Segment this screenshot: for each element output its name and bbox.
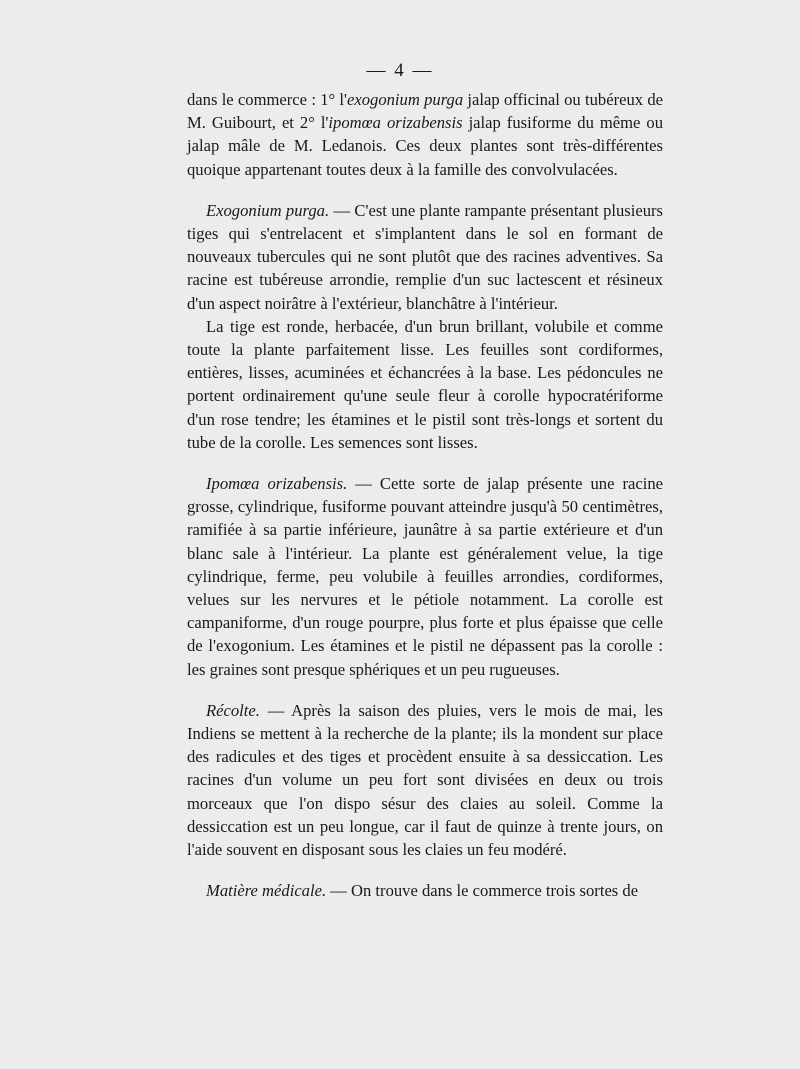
paragraph-ipomoea-orizabensis xyxy=(187,472,663,681)
text-run: — C'est une plante rampante présentant plusieurs tiges qui s'entrelacent et s'implantent dans le sol en formant de nouveaux tubercules qui ne sont plutôt que des racines adventives. Sa racine est tubéreuse arrondie, remplie d'un suc lactescent et résineux d'un aspect noirâtre à l'extérieur, blanchâtre à l'intérieur. xyxy=(187,200,663,313)
paragraph-tige xyxy=(187,315,663,454)
species-name-ipomoea: ipomœa orizabensis xyxy=(328,113,463,133)
page-number: — 4 — xyxy=(366,60,434,81)
text-run: — On trouve dans le commerce trois sortes de xyxy=(326,881,639,901)
text-run: La tige est ronde, herbacée, d'un brun brillant, volubile et comme toute la plante parfaitement lisse. Les feuilles sont cordiformes, entières, lisses, acuminées et échancrées à la base. Les pédoncules ne portent ordinairement qu'une seule fleur à corolle hypocratériforme d'un rose tendre; les étamines et le pistil sont très-longs et sortent du tube de la corolle. Les semences sont lisses. xyxy=(187,316,663,452)
section-heading-ipomoea-orizabensis: Ipomœa orizabensis. xyxy=(206,474,348,494)
section-heading-exogonium-purga: Exogonium purga. xyxy=(206,200,330,220)
text-run: jalap fusiforme du même ou jalap mâle de M. Ledanois. Ces deux plantes sont très-différentes quoique appartenant toutes deux à la famille des convolvulacées. xyxy=(187,113,663,179)
species-name-exogonium: exogonium purga xyxy=(347,90,464,109)
body-text xyxy=(187,88,663,903)
section-heading-matiere-medicale: Matière médicale. xyxy=(206,881,327,901)
paragraph-matiere-medicale xyxy=(187,879,663,902)
paragraph-recolte xyxy=(187,699,663,861)
text-run: — Après la saison des pluies, vers le mois de mai, les Indiens se mettent à la recherche de la plante; ils la mondent sur place des radicules et des tiges et procèdent ensuite à sa dessiccation. Les racines d'un volume un peu fort sont divisées en deux ou trois morceaux que l'on dispo sésur des claies au soleil. Comme la dessiccation est un peu longue, car il faut de quinze à trente jours, on l'aide souvent en disposant sous les claies un feu modéré. xyxy=(187,700,663,860)
paragraph-exogonium-purga xyxy=(187,199,663,315)
text-run: — Cette sorte de jalap présente une racine grosse, cylindrique, fusiforme pouvant atteindre jusqu'à 50 centimètres, ramifiée à sa partie inférieure, jaunâtre à sa partie extérieure et d'un blanc sale à l'intérieur. La plante est généralement velue, la tige cylindrique, ferme, peu volubile à feuilles arrondies, cordiformes, velues sur les nervures et le pétiole notamment. La corolle est campaniforme, d'un rouge pourpre, plus forte et plus épaisse que celle de l'exogonium. Les étamines et le pistil ne dépassent pas la corolle : les graines sont presque sphériques et un peu rugueuses. xyxy=(187,474,663,679)
text-run: jalap officinal ou tubéreux de M. Guibourt, et 2° l' xyxy=(187,90,663,133)
paragraph-intro xyxy=(187,88,663,181)
text-run: dans le commerce : 1° l' xyxy=(187,90,348,109)
section-heading-recolte: Récolte. xyxy=(206,700,260,720)
